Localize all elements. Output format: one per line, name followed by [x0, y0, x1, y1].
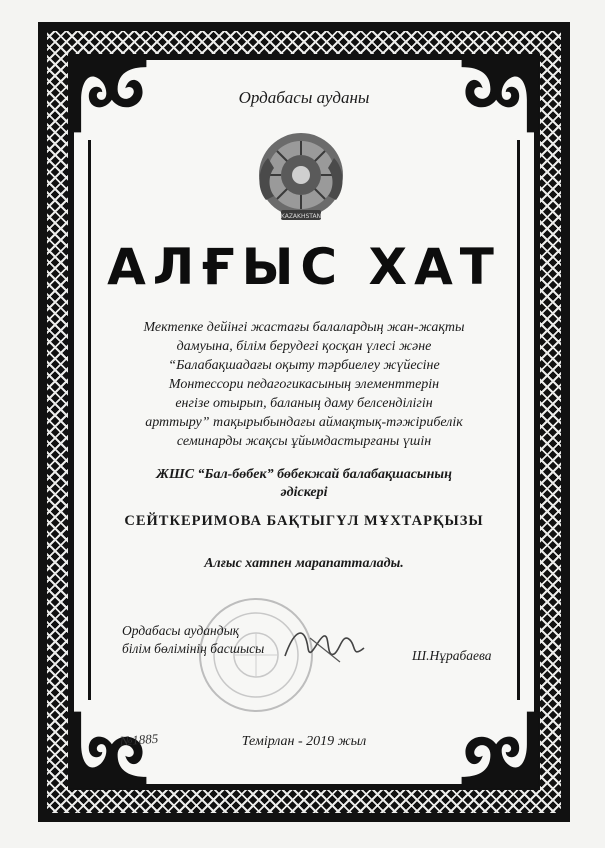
reason-line: семинарды жақсы ұйымдастырғаны үшін — [176, 434, 432, 449]
corner-ornament-bottom-right — [452, 702, 548, 798]
organization-line: ЖШС “Бал-бөбек” бөбекжай балабақшасының — [156, 467, 452, 482]
reason-line: Мектепке дейінгі жастағы балалардың жан-жақты — [143, 320, 465, 335]
recipient-name: СЕЙТКЕРИМОВА БАҚТЫГҮЛ МҰХТАРҚЫЗЫ — [124, 513, 484, 529]
award-text: Алғыс хатпен марапатталады. — [204, 556, 404, 571]
state-emblem-icon — [246, 128, 356, 226]
corner-ornament-bottom-left — [60, 702, 159, 798]
organization — [74, 466, 534, 502]
reason-line: “Балабақшадағы оқыту тәрбиелеу жүйесіне — [168, 358, 440, 373]
organization-line: әдіскері — [280, 485, 328, 500]
certificate-title: АЛҒЫС ХАТ — [107, 238, 501, 296]
region-name: Ордабасы ауданы — [238, 88, 370, 107]
reason-line: арттыру” тақырыбындағы аймақтық-тәжірибелік — [145, 415, 463, 430]
signatory-title — [122, 622, 264, 658]
signatory-title-line: білім бөлімінің басшысы — [122, 641, 265, 656]
reason-line: енгізе отырып, баланың даму белсенділігін — [175, 396, 433, 411]
signatory-title-line: Ордабасы аудандық — [122, 623, 240, 638]
reason-line: Монтессори педагогикасының элементтерін — [168, 377, 440, 392]
signatory-name: Ш.Нұрабаева — [412, 648, 492, 663]
handwritten-number: №1885 — [119, 730, 159, 749]
reason-text — [74, 318, 534, 451]
emblem-text: KAZAKHSTAN — [280, 213, 322, 220]
reason-line: дамуына, білім берудегі қосқан үлесі және — [176, 339, 432, 354]
handwritten-signature — [280, 618, 370, 668]
place-and-year: Темірлан - 2019 жыл — [241, 734, 367, 749]
